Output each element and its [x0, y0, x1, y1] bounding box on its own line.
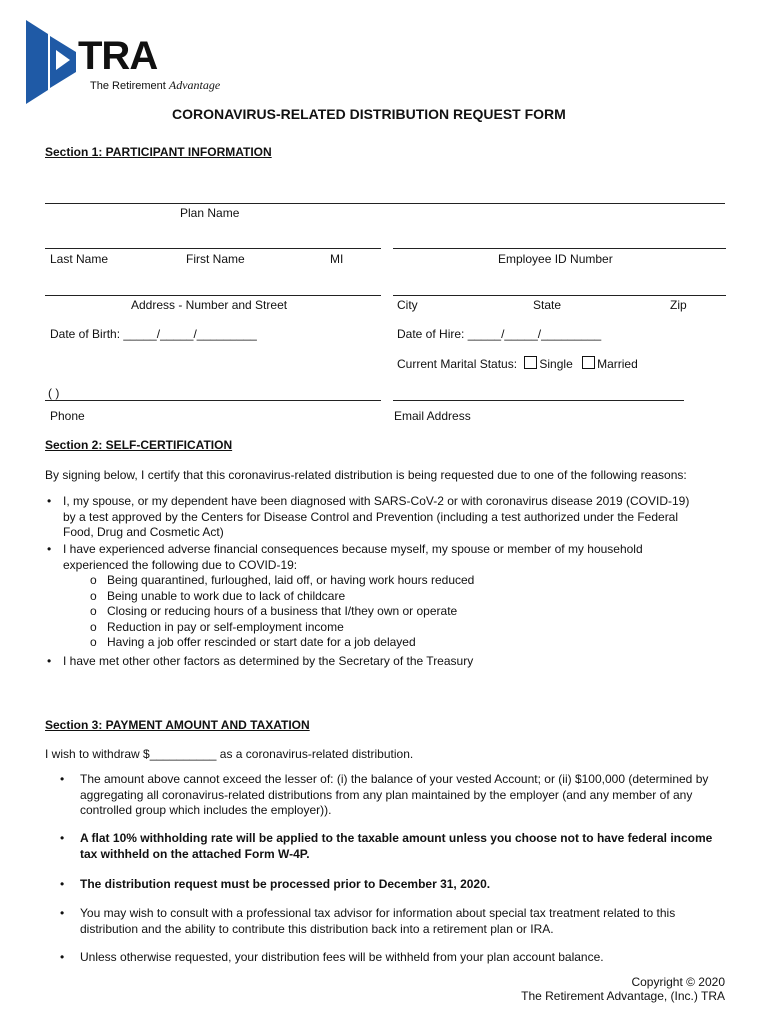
sub-bullet-icon: o [90, 620, 97, 634]
reason-sub-item: Closing or reducing hours of a business that I/they own or operate [107, 604, 458, 618]
zip-label: Zip [670, 298, 687, 312]
address-label: Address - Number and Street [131, 298, 288, 312]
payment-note-fees: Unless otherwise requested, your distribution fees will be withheld from your plan account balance. [80, 950, 604, 964]
city-label: City [397, 298, 418, 312]
bullet-icon: • [47, 494, 52, 508]
payment-note-deadline: The distribution request must be processed prior to December 31, 2020. [80, 877, 491, 891]
sub-bullet-icon: o [90, 589, 97, 603]
bullet-icon: • [47, 654, 52, 668]
reason-other: I have met other other factors as determined by the Secretary of the Treasury [63, 654, 474, 668]
page-title: CORONAVIRUS-RELATED DISTRIBUTION REQUEST FORM [172, 106, 566, 122]
logo-text: TRA [78, 34, 158, 78]
city-state-zip-line[interactable] [393, 295, 726, 296]
logo-mark-icon [26, 20, 86, 104]
certify-intro: By signing below, I certify that this coronavirus-related distribution is being requested due to one of the following reasons: [45, 468, 687, 482]
logo-tagline: The Retirement Advantage [90, 78, 221, 92]
phone-area-code[interactable]: ( ) [48, 386, 60, 400]
single-label: Single [539, 357, 573, 371]
bullet-icon: • [60, 877, 65, 891]
reason-sub-item: Having a job offer rescinded or start date for a job delayed [107, 635, 416, 649]
reason-sub-item: Being quarantined, furloughed, laid off, or having work hours reduced [107, 573, 475, 587]
footer-company: The Retirement Advantage, (Inc.) TRA [521, 989, 725, 1003]
first-name-label: First Name [186, 252, 245, 266]
reason-financial: I have experienced adverse financial consequences because myself, my spouse or member of my household experienced the following due to COVID-19: [63, 542, 643, 572]
reason-sub-item: Being unable to work due to lack of childcare [107, 589, 346, 603]
state-label: State [533, 298, 562, 312]
email-label: Email Address [394, 409, 471, 423]
section3-heading: Section 3: PAYMENT AMOUNT AND TAXATION [45, 718, 310, 732]
address-line[interactable] [45, 295, 381, 296]
marital-status-label: Current Marital Status: [397, 357, 518, 371]
sub-bullet-icon: o [90, 573, 97, 587]
phone-line[interactable] [45, 400, 381, 401]
date-of-hire-field[interactable]: Date of Hire: _____/_____/_________ [397, 327, 602, 341]
email-line[interactable] [393, 400, 684, 401]
bullet-icon: • [60, 772, 65, 786]
married-checkbox[interactable] [582, 356, 595, 369]
employee-id-label: Employee ID Number [498, 252, 613, 266]
bullet-icon: • [60, 831, 65, 845]
phone-label: Phone [50, 409, 85, 423]
section2-heading: Section 2: SELF-CERTIFICATION [45, 438, 233, 452]
section1-heading: Section 1: PARTICIPANT INFORMATION [45, 145, 272, 159]
plan-name-line[interactable] [45, 203, 725, 204]
date-of-birth-field[interactable]: Date of Birth: _____/_____/_________ [50, 327, 257, 341]
employee-id-line[interactable] [393, 248, 726, 249]
married-label: Married [597, 357, 638, 371]
company-logo [26, 20, 236, 104]
footer-copyright: Copyright © 2020 [631, 975, 725, 989]
last-name-label: Last Name [50, 252, 109, 266]
bullet-icon: • [60, 950, 65, 964]
name-line[interactable] [45, 248, 381, 249]
marital-status-row [397, 356, 638, 371]
bullet-icon: • [47, 542, 52, 556]
reason-diagnosed: I, my spouse, or my dependent have been diagnosed with SARS-CoV-2 or with coronavirus disease 2019 (COVID-19) by a test approved by the Centers for Disease Control and Prevention (including a test authorized under the Federal Food, Drug and Cosmetic Act) [63, 494, 690, 539]
mi-label: MI [330, 252, 344, 266]
payment-note-advisor: You may wish to consult with a professional tax advisor for information about special tax treatment related to this distribution and the ability to contribute this distribution back into a retirement plan or IRA. [80, 906, 676, 936]
sub-bullet-icon: o [90, 604, 97, 618]
reason-sub-item: Reduction in pay or self-employment income [107, 620, 344, 634]
payment-note-withholding: A flat 10% withholding rate will be applied to the taxable amount unless you choose not to have federal income tax withheld on the attached Form W-4P. [80, 831, 713, 861]
withdraw-amount-field[interactable]: I wish to withdraw $__________ as a coronavirus-related distribution. [45, 747, 414, 761]
payment-note-limit: The amount above cannot exceed the lesser of: (i) the balance of your vested Account; or (ii) $100,000 (determined by aggregating all coronavirus-related distributions from any plan maintained by the employer (and any member of any controlled group which includes the employer)). [80, 772, 709, 817]
bullet-icon: • [60, 906, 65, 920]
plan-name-label: Plan Name [180, 206, 240, 220]
single-checkbox[interactable] [524, 356, 537, 369]
sub-bullet-icon: o [90, 635, 97, 649]
